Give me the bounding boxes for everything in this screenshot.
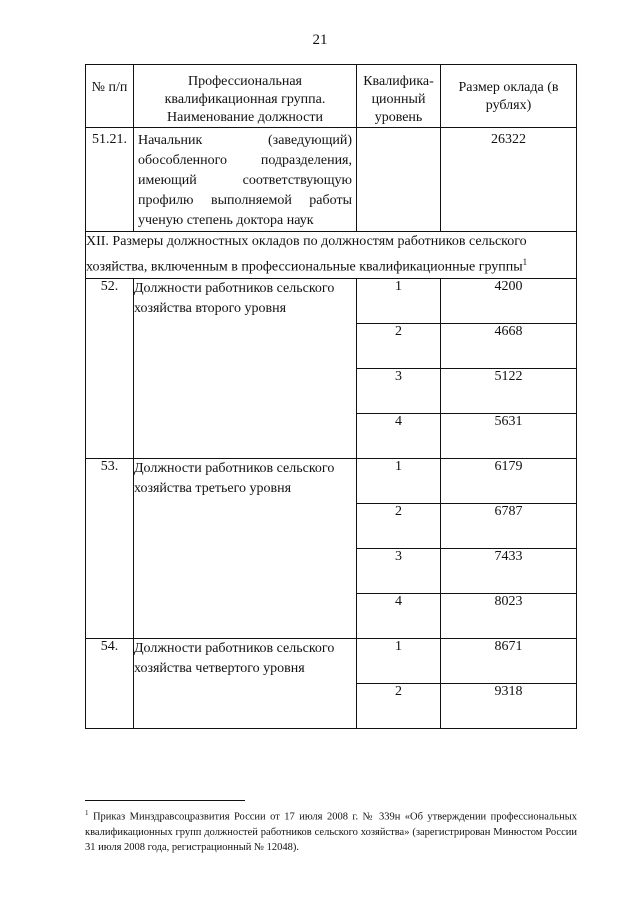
group-num: 52. — [86, 278, 134, 458]
level-cell: 1 — [357, 638, 441, 683]
group-name: Должности работников сельского хозяйства второго уровня — [134, 278, 357, 458]
table-row — [86, 458, 577, 503]
footnote-mark: 1 — [85, 809, 89, 817]
level-cell: 2 — [357, 323, 441, 368]
section-heading: XII. Размеры должностных окладов по должностям работников сельского хозяйства, включенным в профессиональные квалификационные группы$^1$ — [86, 232, 577, 279]
page-number: 21 — [312, 32, 328, 48]
level-cell: 1 — [357, 278, 441, 323]
level-cell: 1 — [357, 458, 441, 503]
footnote-text: Приказ Минздравсоцразвития России от 17 июля 2008 г. № 339н «Об утверждении профессиональных квалификационных групп должностей работников сельского хозяйства» (зарегистрирован Минюстом России 31 июля 2008 года, регистрационный № 12048). — [85, 811, 577, 853]
footnote — [85, 806, 577, 855]
table-row — [86, 638, 577, 683]
table-header-row — [86, 65, 577, 128]
salary-cell: 5122 — [441, 368, 577, 413]
group-num: 54. — [86, 638, 134, 728]
level-cell: 3 — [357, 548, 441, 593]
table-row — [86, 278, 577, 323]
group-name: Должности работников сельского хозяйства третьего уровня — [134, 458, 357, 638]
row-salary: 26322 — [441, 128, 577, 232]
salary-table — [85, 64, 577, 729]
salary-cell: 8023 — [441, 593, 577, 638]
salary-cell: 9318 — [441, 683, 577, 728]
table-row — [86, 128, 577, 232]
footnote-ref: 1 — [522, 257, 528, 267]
level-cell: 3 — [357, 368, 441, 413]
section-heading-row — [86, 232, 577, 279]
row-level — [357, 128, 441, 232]
salary-cell: 7433 — [441, 548, 577, 593]
level-cell: 2 — [357, 683, 441, 728]
salary-cell: 6787 — [441, 503, 577, 548]
header-level: Квалифика-ционный уровень — [357, 65, 441, 128]
salary-cell: 8671 — [441, 638, 577, 683]
salary-cell: 4200 — [441, 278, 577, 323]
level-cell: 2 — [357, 503, 441, 548]
group-name: Должности работников сельского хозяйства четвертого уровня — [134, 638, 357, 728]
footnote-divider — [85, 800, 245, 801]
header-name: Профессиональная квалификационная группа. Наименование должности — [134, 65, 357, 128]
level-cell: 4 — [357, 413, 441, 458]
row-num: 51.21. — [86, 128, 134, 232]
salary-cell: 5631 — [441, 413, 577, 458]
header-num: № п/п — [86, 65, 134, 128]
header-salary: Размер оклада (в рублях) — [441, 65, 577, 128]
level-cell: 4 — [357, 593, 441, 638]
salary-cell: 4668 — [441, 323, 577, 368]
salary-cell: 6179 — [441, 458, 577, 503]
group-num: 53. — [86, 458, 134, 638]
row-name: Начальник (заведующий) обособленного подразделения, имеющий соответствующую профилю выполняемой работы ученую степень доктора наук — [134, 128, 357, 232]
